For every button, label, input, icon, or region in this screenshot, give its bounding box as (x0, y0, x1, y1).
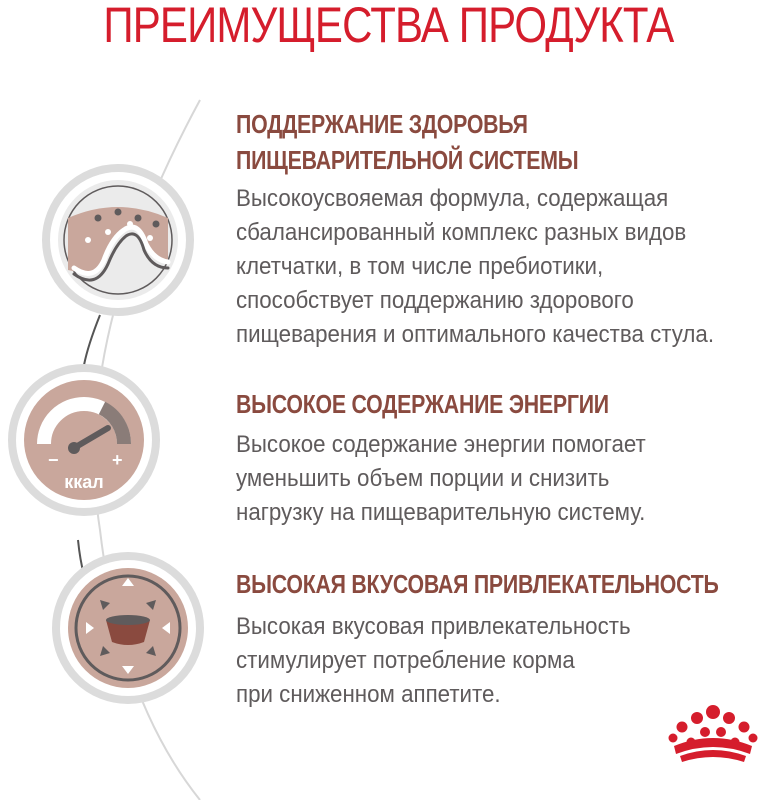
svg-text:+: + (112, 450, 123, 470)
food-bowl-icon (48, 548, 208, 708)
page-title: ПРЕИМУЩЕСТВА ПРОДУКТА (103, 0, 674, 53)
feature-heading-digestive: ПОДДЕРЖАНИЕ ЗДОРОВЬЯ ПИЩЕВАРИТЕЛЬНОЙ СИСТЕМЫ (236, 109, 579, 175)
feature-heading-energy: ВЫСОКОЕ СОДЕРЖАНИЕ ЭНЕРГИИ (236, 389, 609, 419)
svg-text:−: − (48, 450, 59, 470)
feature-text-energy: Высокое содержание энергии помогает уменьшить объем порции и снизить нагрузку на пищеварительную систему. (236, 431, 646, 526)
digestive-system-icon (38, 160, 198, 320)
feature-text-digestive: Высокоусвояемая формула, содержащая сбалансированный комплекс разных видов клетчатки, в том числе пребиотики, способствует поддержанию здорового пищеварения и оптимального качества стула. (236, 185, 715, 348)
feature-text-palatability: Высокая вкусовая привлекательность стимулирует потребление корма при сниженном аппетите. (236, 613, 631, 708)
kcal-label: ккал (64, 472, 104, 492)
feature-heading-palatability: ВЫСОКАЯ ВКУСОВАЯ ПРИВЛЕКАТЕЛЬНОСТЬ (236, 569, 719, 599)
energy-gauge-icon (4, 360, 164, 520)
royal-canin-crown-logo (666, 702, 760, 764)
